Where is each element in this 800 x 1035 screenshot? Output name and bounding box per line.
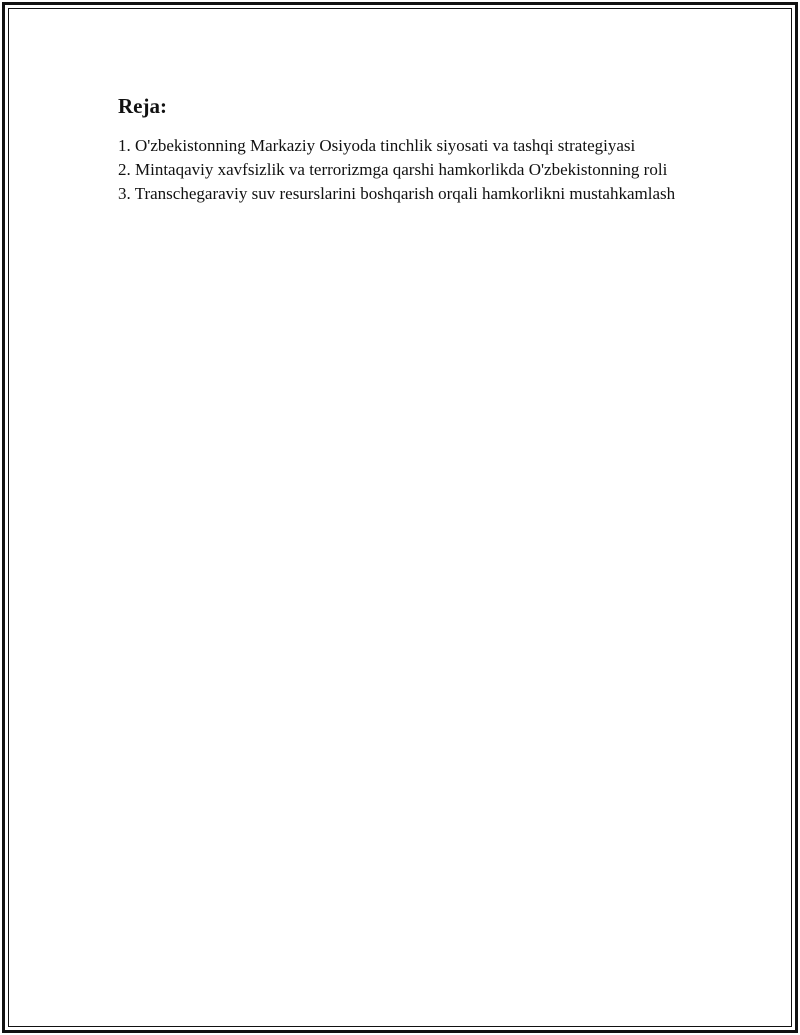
plan-item-2: 2. Mintaqaviy xavfsizlik va terrorizmga qarshi hamkorlikda O'zbekistonning roli bbox=[118, 160, 668, 179]
plan-item-3: 3. Transchegaraviy suv resurslarini boshqarish orqali hamkorlikni mustahkamlash bbox=[118, 184, 676, 203]
page-content bbox=[118, 92, 688, 206]
plan-heading: Reja: bbox=[118, 94, 167, 118]
plan-item-1: 1. O'zbekistonning Markaziy Osiyoda tinchlik siyosati va tashqi strategiyasi bbox=[118, 136, 636, 155]
plan-list bbox=[118, 134, 688, 206]
